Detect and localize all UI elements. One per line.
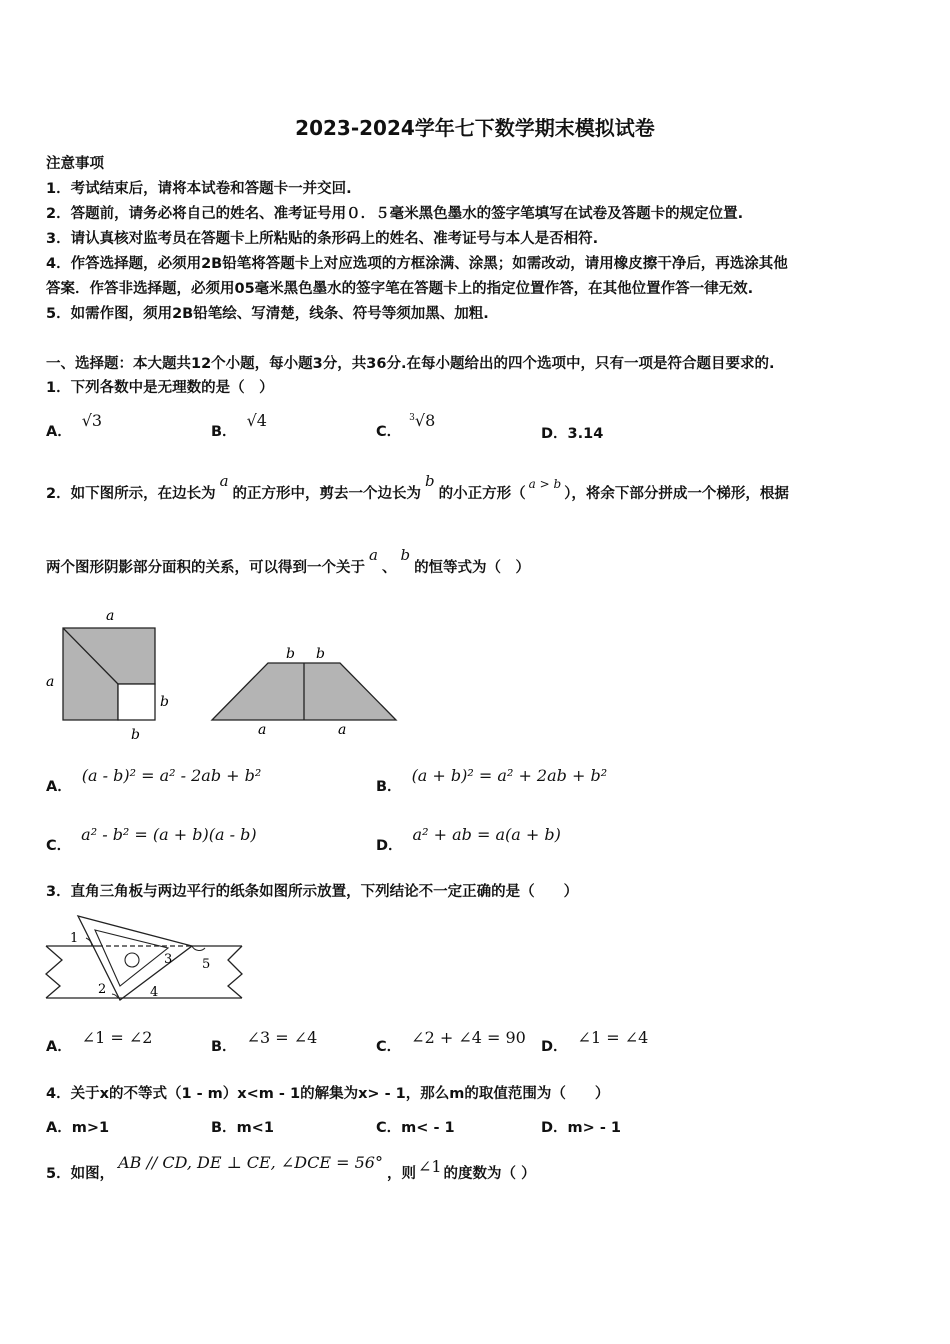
- section-heading: 一、选择题：本大题共12个小题，每小题3分，共36分.在每小题给出的四个选项中，只有一项是符合题目要求的.: [46, 356, 775, 372]
- square-label-bottom: b: [131, 727, 140, 743]
- q3-stem: 3．直角三角板与两边平行的纸条如图所示放置，下列结论不一定正确的是（ ）: [46, 884, 579, 900]
- notice-item-1: 1．考试结束后，请将本试卷和答题卡一并交回.: [46, 181, 352, 197]
- strip-left-edge: [46, 946, 62, 998]
- q1-stem: 1．下列各数中是无理数的是（ ）: [46, 380, 274, 396]
- angle-label-5: 5: [202, 957, 211, 972]
- q2-option-c: C．a² - b² = (a + b)(a - b): [46, 825, 257, 854]
- q4-option-d: D．m> - 1: [541, 1120, 622, 1136]
- square-label-top: a: [106, 608, 115, 624]
- q3-option-a: A． ∠1 = ∠2: [46, 1028, 153, 1055]
- q2-option-d: D．a² + ab = a(a + b): [376, 825, 561, 854]
- q4-option-b: B．m<1: [211, 1120, 274, 1136]
- q4-option-a: A．m>1: [46, 1120, 110, 1136]
- angle-label-2: 2: [98, 982, 107, 997]
- q2-stem-line2: 两个图形阴影部分面积的关系，可以得到一个关于a、b的恒等式为（ ）: [46, 546, 531, 576]
- triangle-hole: [125, 953, 139, 967]
- q2-option-b: B．(a + b)² = a² + 2ab + b²: [376, 766, 608, 795]
- notice-item-4-cont: 答案．作答非选择题，必须用05毫米黑色墨水的签字笔在答题卡上的指定位置作答，在其他位置作答一律无效.: [46, 281, 754, 297]
- angle-label-3: 3: [164, 952, 173, 967]
- q2-option-a: A．(a - b)² = a² - 2ab + b²: [46, 766, 262, 795]
- trap-label-b2: b: [316, 646, 325, 662]
- q2-figure: [40, 600, 410, 750]
- q2-stem-line1: 2．如下图所示，在边长为a的正方形中，剪去一个边长为b的小正方形（$^{a > b}$），将余下部分拼成一个梯形，根据: [46, 472, 789, 502]
- q1-option-d: D．3.14: [541, 426, 604, 442]
- q4-stem: 4．关于x的不等式（1 - m）x<m - 1的解集为x> - 1，那么m的取值范围为（ ）: [46, 1086, 610, 1102]
- q1-option-c: C．$^3$√8: [376, 411, 436, 440]
- trap-label-a2: a: [338, 722, 347, 738]
- trap-label-b1: b: [286, 646, 295, 662]
- q4-option-c: C．m< - 1: [376, 1120, 455, 1136]
- triangle-outer: [78, 916, 192, 1000]
- notice-item-4: 4．作答选择题，必须用2B铅笔将答题卡上对应选项的方框涂满、涂黑；如需改动，请用橡皮擦干净后，再选涂其他: [46, 256, 788, 272]
- strip-right-edge: [228, 946, 242, 998]
- q3-option-c: C． ∠2 + ∠4 = 90: [376, 1028, 526, 1055]
- angle-label-1: 1: [70, 931, 79, 946]
- q1-option-a: A．√3: [46, 411, 103, 440]
- page-title: 2023-2024学年七下数学期末模拟试卷: [295, 116, 655, 140]
- notice-item-5: 5．如需作图，须用2B铅笔绘、写清楚，线条、符号等须加黑、加粗.: [46, 306, 489, 322]
- square-label-right: b: [160, 694, 169, 710]
- triangle-inner: [95, 930, 168, 986]
- notice-item-3: 3．请认真核对监考员在答题卡上所粘贴的条形码上的姓名、准考证号与本人是否相符.: [46, 231, 599, 247]
- trap-label-a1: a: [258, 722, 267, 738]
- q3-figure: [40, 908, 255, 1008]
- q1-option-b: B．√4: [211, 411, 267, 440]
- q5-stem: 5．如图，AB // CD, DE ⊥ CE, ∠DCE = 56°，则 ∠1 的度数为（ ）: [46, 1153, 536, 1182]
- q3-option-d: D． ∠1 = ∠4: [541, 1028, 649, 1055]
- cut-small-square: [118, 684, 155, 720]
- q3-option-b: B． ∠3 = ∠4: [211, 1028, 318, 1055]
- notice-item-2: 2．答题前，请务必将自己的姓名、准考证号用０．５毫米黑色墨水的签字笔填写在试卷及答题卡的规定位置.: [46, 206, 744, 222]
- angle-5-arc: [192, 946, 205, 950]
- square-label-left: a: [46, 674, 55, 690]
- notice-heading: 注意事项: [46, 156, 104, 172]
- angle-label-4: 4: [150, 985, 159, 1000]
